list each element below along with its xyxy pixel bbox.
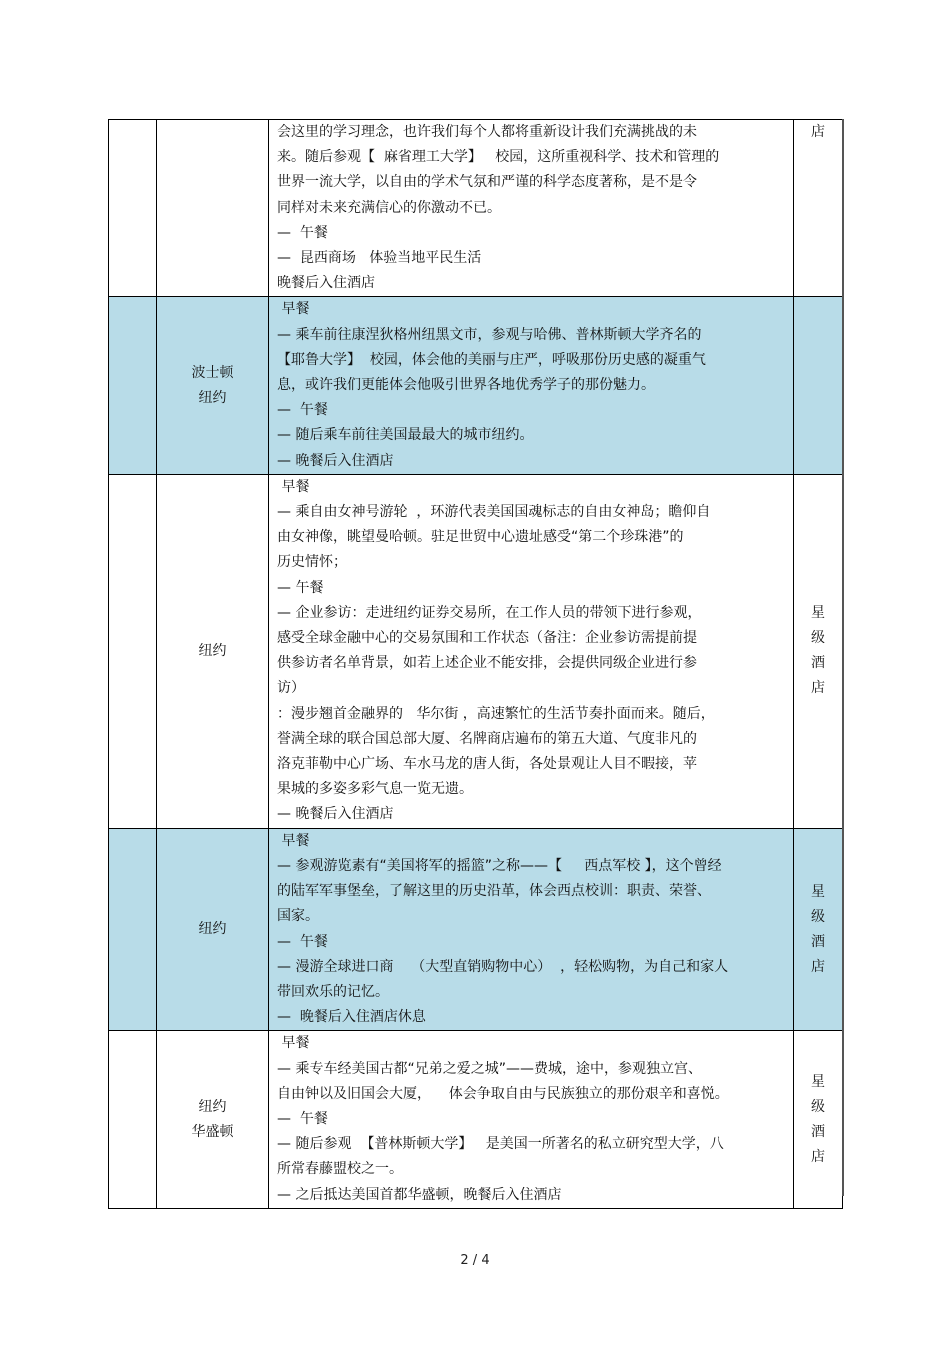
schedule-line: 世界一流大学，以自由的学术气氛和严谨的科学态度著称，是不是令 xyxy=(277,174,697,191)
schedule-line: 早餐 xyxy=(277,478,310,495)
schedule-line: 誉满全球的联合国总部大厦、名牌商店遍布的第五大道、气度非凡的 xyxy=(277,730,697,747)
schedule-line: 所常春藤盟校之一。 xyxy=(277,1161,403,1178)
hotel-char: 店 xyxy=(811,124,825,140)
city-cell xyxy=(157,474,269,828)
hotel-char: 星 xyxy=(811,1073,825,1090)
city-name: 纽约 xyxy=(198,1098,227,1115)
schedule-line: — 午餐 xyxy=(277,579,324,596)
table-right-edge-shadow xyxy=(842,119,844,1196)
hotel-char: 酒 xyxy=(811,655,825,672)
hotel-char: 级 xyxy=(811,630,825,647)
hotel-char: 店 xyxy=(811,680,825,697)
schedule-cell xyxy=(269,828,794,1031)
schedule-line: — 昆西商场 体验当地平民生活 xyxy=(277,250,482,267)
schedule-line: 带回欢乐的记忆。 xyxy=(277,984,389,1001)
city-cell xyxy=(157,120,269,297)
city-name: 波士顿 xyxy=(191,364,234,381)
hotel-cell xyxy=(794,120,843,297)
schedule-line: 国家。 xyxy=(277,908,319,925)
schedule-line: 【耶鲁大学】 校园，体会他的美丽与庄严，呼吸那份历史感的凝重气 xyxy=(277,351,706,368)
schedule-line: 感受全球金融中心的交易氛围和工作状态（备注：企业参访需提前提 xyxy=(277,630,697,647)
schedule-line: 果城的多姿多彩气息一览无遗。 xyxy=(277,781,473,798)
schedule-cell xyxy=(269,474,794,828)
itinerary-table xyxy=(108,119,843,1209)
hotel-char: 星 xyxy=(811,605,825,622)
itinerary-row xyxy=(109,828,843,1031)
schedule-line: 早餐 xyxy=(277,301,310,318)
hotel-cell xyxy=(794,474,843,828)
day-cell xyxy=(109,1031,157,1208)
hotel-char: 酒 xyxy=(811,933,825,950)
schedule-line: 早餐 xyxy=(277,832,310,849)
schedule-line: 早餐 xyxy=(277,1035,310,1052)
city-name: 纽约 xyxy=(198,389,227,406)
schedule-line: 的陆军军事堡垒，了解这里的历史沿革，体会西点校训：职责、荣誉、 xyxy=(277,883,711,900)
page-number: 2 / 4 xyxy=(460,1253,490,1268)
schedule-line: 会这里的学习理念，也许我们每个人都将重新设计我们充满挑战的未 xyxy=(277,124,697,140)
schedule-line: — 之后抵达美国首都华盛顿，晚餐后入住酒店 xyxy=(277,1186,562,1203)
schedule-line: 由女神像，眺望曼哈顿。驻足世贸中心遗址感受“第二个珍珠港”的 xyxy=(277,529,684,546)
schedule-cell xyxy=(269,1031,794,1208)
itinerary-row xyxy=(109,1031,843,1208)
hotel-char: 店 xyxy=(811,1148,825,1165)
city-cell xyxy=(157,297,269,474)
schedule-line: — 午餐 xyxy=(277,402,328,419)
schedule-line: 供参访者名单背景，如若上述企业不能安排，会提供同级企业进行参 xyxy=(277,655,697,672)
schedule-line: — 晚餐后入住酒店 xyxy=(277,806,394,823)
schedule-line: — 参观游览素有“美国将军的摇篮”之称——【 西点军校 】，这个曾经 xyxy=(277,858,722,875)
itinerary-row xyxy=(109,474,843,828)
hotel-char: 级 xyxy=(811,1098,825,1115)
schedule-cell xyxy=(269,297,794,474)
itinerary-row xyxy=(109,297,843,474)
schedule-line: 晚餐后入住酒店 xyxy=(277,275,375,292)
day-cell xyxy=(109,297,157,474)
schedule-line: 访） xyxy=(277,680,305,697)
schedule-line: — 乘自由女神号游轮 ，环游代表美国国魂标志的自由女神岛；瞻仰自 xyxy=(277,504,711,521)
schedule-line: 息，或许我们更能体会他吸引世界各地优秀学子的那份魅力。 xyxy=(277,377,655,394)
city-cell xyxy=(157,1031,269,1208)
schedule-line: 洛克菲勒中心广场、车水马龙的唐人街，各处景观让人目不暇接，苹 xyxy=(277,756,697,773)
schedule-line: 来。随后参观【 麻省理工大学】 校园，这所重视科学、技术和管理的 xyxy=(277,149,720,166)
hotel-cell xyxy=(794,1031,843,1208)
schedule-cell xyxy=(269,120,794,297)
day-cell xyxy=(109,120,157,297)
city-name: 纽约 xyxy=(198,921,227,938)
hotel-char: 星 xyxy=(811,883,825,900)
schedule-line: 自由钟以及旧国会大厦， 体会争取自由与民族独立的那份艰辛和喜悦。 xyxy=(277,1085,729,1102)
schedule-line: 同样对未来充满信心的你激动不已。 xyxy=(277,199,501,216)
itinerary-document xyxy=(108,119,842,1209)
schedule-line: — 乘专车经美国古都“兄弟之爱之城”——费城，途中，参观独立宫、 xyxy=(277,1060,702,1077)
hotel-cell xyxy=(794,297,843,474)
city-cell xyxy=(157,828,269,1031)
schedule-line: — 午餐 xyxy=(277,224,328,241)
schedule-line: — 午餐 xyxy=(277,933,328,950)
hotel-cell xyxy=(794,828,843,1031)
itinerary-table-body xyxy=(109,120,843,1209)
city-name: 华盛顿 xyxy=(191,1123,234,1140)
schedule-line: — 午餐 xyxy=(277,1111,328,1128)
day-cell xyxy=(109,474,157,828)
schedule-line: 历史情怀； xyxy=(277,554,347,571)
schedule-line: — 企业参访：走进纽约证券交易所，在工作人员的带领下进行参观， xyxy=(277,604,702,621)
schedule-line: ：漫步翘首金融界的 华尔街 ，高速繁忙的生活节奏扑面而来。随后， xyxy=(277,705,715,722)
schedule-line: — 漫游全球进口商 （大型直销购物中心） ，轻松购物，为自己和家人 xyxy=(277,958,729,975)
city-name: 纽约 xyxy=(198,642,227,659)
hotel-char: 酒 xyxy=(811,1123,825,1140)
day-cell xyxy=(109,828,157,1031)
hotel-char: 店 xyxy=(811,958,825,975)
itinerary-row xyxy=(109,120,843,297)
schedule-line: — 晚餐后入住酒店 xyxy=(277,452,394,469)
schedule-line: — 晚餐后入住酒店休息 xyxy=(277,1009,426,1026)
schedule-line: — 随后参观 【普林斯顿大学】 是美国一所著名的私立研究型大学，八 xyxy=(277,1136,724,1153)
schedule-line: — 随后乘车前往美国最最大的城市纽约。 xyxy=(277,427,534,444)
hotel-char: 级 xyxy=(811,908,825,925)
schedule-line: — 乘车前往康涅狄格州纽黑文市，参观与哈佛、普林斯顿大学齐名的 xyxy=(277,326,702,343)
